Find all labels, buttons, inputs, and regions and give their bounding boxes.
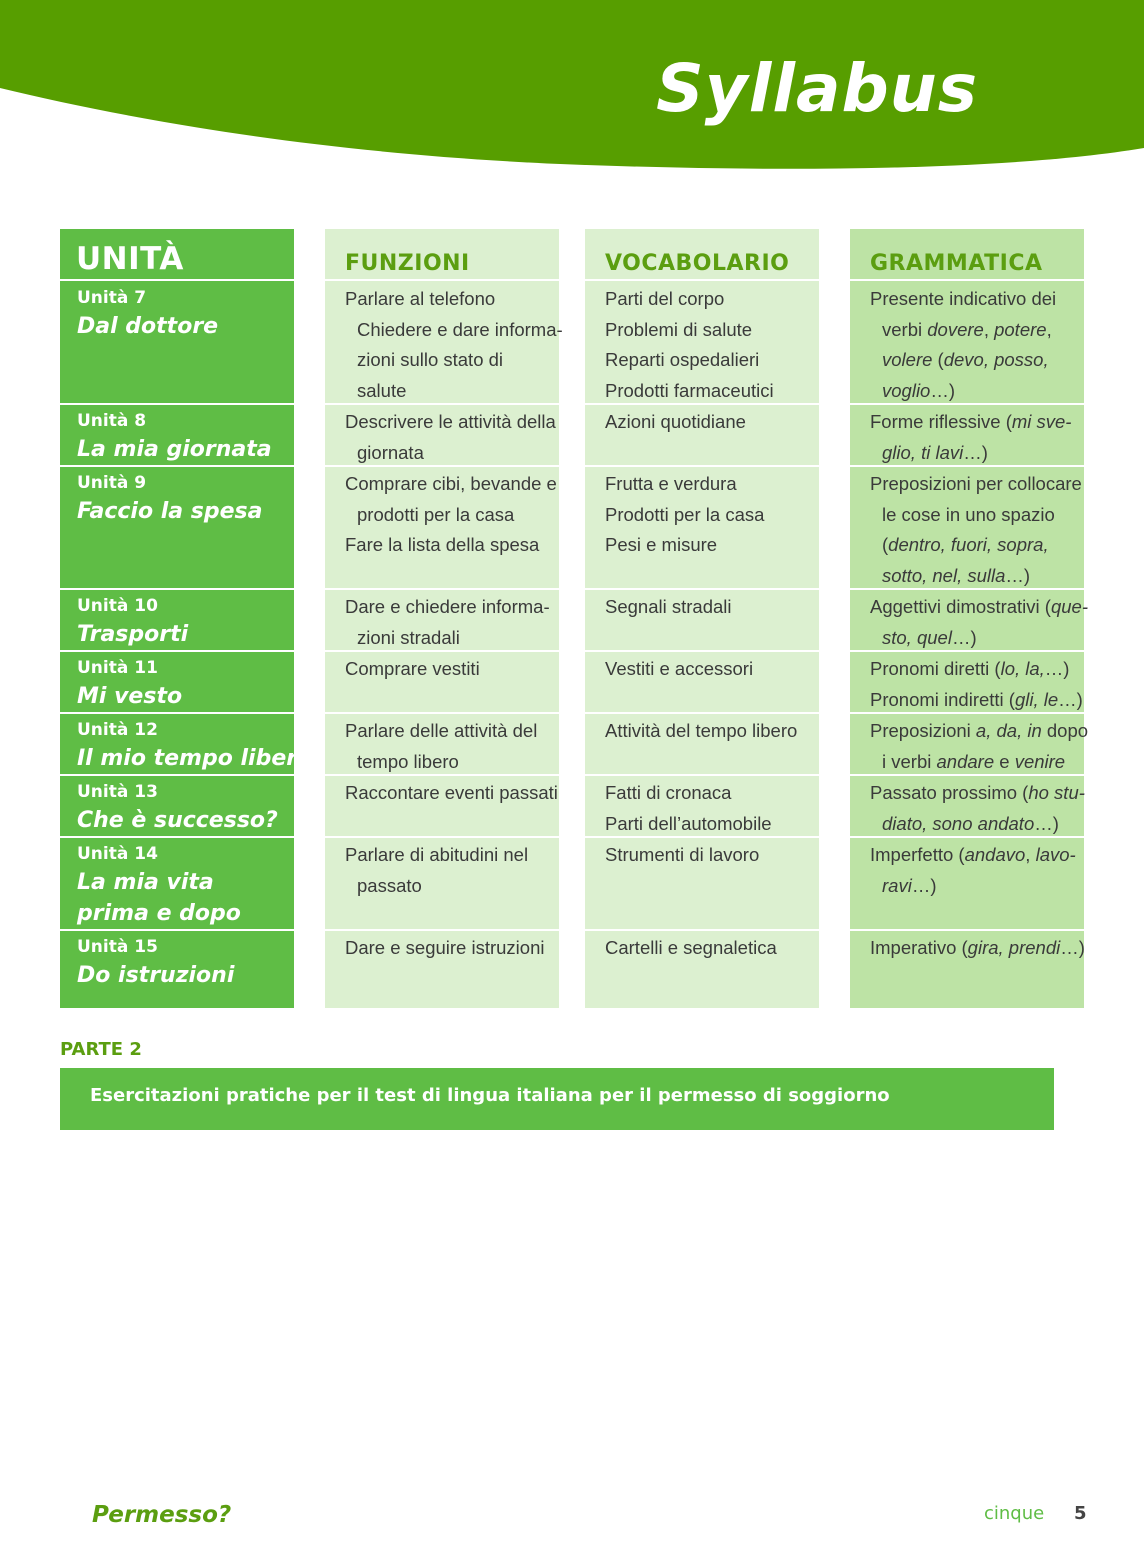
text-segment: verbi: [882, 318, 928, 340]
text-line: [345, 530, 559, 561]
funzioni-cell: [325, 776, 559, 838]
funzioni-text: [325, 652, 559, 685]
text-segment: prodotti per la casa: [357, 503, 515, 525]
column-header-label: GRAMMATICA: [870, 251, 1043, 276]
text-segment: Prodotti farmaceutici: [605, 379, 774, 401]
funzioni-text: [325, 714, 559, 777]
text-segment: Cartelli e segnaletica: [605, 937, 777, 958]
text-segment: salute: [357, 379, 407, 401]
unit-cell: [60, 776, 294, 838]
vocabolario-text: [585, 590, 819, 623]
text-line: [870, 778, 1084, 809]
unit-number: Unità 9: [77, 473, 147, 493]
text-line: [870, 840, 1084, 871]
grammatica-text: [850, 776, 1084, 839]
unit-number: Unità 15: [77, 937, 158, 957]
text-line: [605, 500, 819, 531]
text-line: [345, 345, 559, 376]
text-line: [605, 315, 819, 346]
vocabolario-cell: [585, 405, 819, 467]
book-title: Permesso?: [92, 1502, 232, 1528]
text-segment: …): [911, 874, 937, 896]
text-segment: (: [882, 534, 889, 555]
vocabolario-cell: [585, 838, 819, 931]
unit-cell: [60, 282, 294, 405]
vocabolario-cell: [585, 590, 819, 652]
funzioni-cell: [325, 590, 559, 652]
text-segment: zioni stradali: [357, 626, 460, 648]
text-line: [605, 933, 819, 964]
funzioni-cell: [325, 282, 563, 405]
text-line: [345, 778, 559, 809]
text-segment: Passato prossimo (: [870, 782, 1029, 803]
text-line: [870, 345, 1084, 376]
text-line: [345, 315, 563, 346]
grammatica-text: [850, 590, 1088, 653]
text-segment: Dare e chiedere informa-: [345, 596, 550, 617]
text-segment: ,: [983, 318, 995, 340]
text-segment: tempo libero: [357, 750, 459, 772]
column-header-label: FUNZIONI: [345, 251, 470, 276]
text-segment: …): [963, 441, 988, 463]
grammatica-text: [850, 838, 1084, 901]
text-line: [345, 438, 559, 469]
text-line: [870, 685, 1084, 716]
grammatica-cell: [850, 931, 1084, 1008]
text-segment: Aggettivi dimostrativi (: [870, 596, 1051, 617]
funzioni-text: [325, 776, 559, 809]
text-segment: Preposizioni: [870, 720, 976, 741]
text-segment: ,: [1046, 318, 1052, 340]
funzioni-cell: [325, 652, 559, 714]
text-line: [345, 716, 559, 747]
column-funzioni: [325, 229, 563, 1008]
text-line: [870, 561, 1084, 592]
vocabolario-cell: [585, 714, 819, 776]
text-segment: (: [932, 349, 944, 370]
unit-number: Unità 7: [77, 288, 147, 308]
grammatica-text: [850, 714, 1089, 777]
text-segment: mi sve-: [1011, 411, 1072, 432]
funzioni-text: [325, 590, 559, 653]
text-segment: a, da, in: [975, 720, 1042, 741]
text-segment: andare: [936, 750, 995, 772]
text-segment: sto, quel: [882, 626, 952, 648]
page-title: Syllabus: [656, 50, 978, 127]
text-line: [870, 469, 1084, 500]
text-segment: voglio: [882, 379, 931, 401]
text-line: [870, 500, 1084, 531]
text-line: [605, 376, 819, 407]
vocabolario-text: [585, 282, 819, 406]
text-line: [870, 376, 1084, 407]
text-line: [345, 592, 559, 623]
text-segment: que-: [1050, 596, 1088, 617]
grammatica-cell: [850, 282, 1084, 405]
text-segment: Fare la lista della spesa: [345, 534, 540, 555]
text-line: [605, 345, 819, 376]
funzioni-cell: [325, 467, 559, 590]
text-segment: diato, sono andato: [882, 812, 1035, 834]
text-segment: dopo: [1041, 720, 1089, 741]
vocabolario-text: [585, 652, 819, 685]
text-segment: Parti del corpo: [605, 288, 725, 309]
text-line: [345, 469, 559, 500]
grammatica-cell: [850, 652, 1084, 714]
funzioni-text: [325, 931, 559, 964]
text-line: [870, 407, 1084, 438]
text-segment: Pronomi diretti (: [870, 658, 1001, 679]
text-line: [870, 315, 1084, 346]
parte-text: Esercitazioni pratiche per il test di lingua italiana per il permesso di soggiorno: [90, 1085, 890, 1106]
unit-title: Il mio tempo libero: [77, 746, 313, 771]
text-line: [345, 933, 559, 964]
unit-title: Dal dottore: [77, 314, 219, 339]
unit-title: Faccio la spesa: [77, 499, 263, 524]
text-segment: ,: [1025, 844, 1036, 865]
text-segment: Imperfetto (: [870, 844, 965, 865]
text-segment: passato: [357, 874, 422, 896]
vocabolario-cell: [585, 652, 819, 714]
text-segment: gira, prendi: [967, 937, 1061, 958]
grammatica-cell: [850, 590, 1088, 652]
funzioni-text: [325, 467, 559, 561]
column-header-unita: [60, 229, 294, 281]
text-line: [345, 407, 559, 438]
column-vocabolario: [585, 229, 819, 1008]
text-segment: le cose in uno spazio: [882, 503, 1055, 525]
text-segment: Presente indicativo dei: [870, 288, 1057, 309]
unit-number: Unità 8: [77, 411, 147, 431]
vocabolario-cell: [585, 931, 819, 1008]
text-line: [345, 654, 559, 685]
text-segment: …): [1060, 937, 1085, 958]
text-line: [870, 933, 1084, 964]
text-segment: Descrivere le attività della: [345, 411, 556, 432]
text-segment: Forme riflessive (: [870, 411, 1012, 432]
text-segment: ho stu-: [1028, 782, 1085, 803]
text-line: [345, 284, 559, 315]
text-line: [870, 809, 1084, 840]
unit-number: Unità 13: [77, 782, 158, 802]
text-line: [605, 284, 819, 315]
text-line: [345, 747, 559, 778]
text-segment: venire: [1014, 750, 1066, 772]
text-line: [605, 716, 819, 747]
parte-label: PARTE 2: [60, 1039, 142, 1060]
grammatica-cell: [850, 776, 1084, 838]
text-line: [605, 407, 819, 438]
text-segment: Frutta e verdura: [605, 473, 737, 494]
text-segment: gli, le: [1014, 688, 1059, 710]
unit-cell: [60, 714, 313, 776]
funzioni-cell: [325, 405, 559, 467]
text-segment: i verbi: [882, 750, 937, 772]
text-segment: devo, posso,: [943, 349, 1049, 370]
vocabolario-cell: [585, 467, 819, 590]
grammatica-cell: [850, 714, 1089, 776]
text-segment: Strumenti di lavoro: [605, 844, 760, 865]
text-segment: lavo-: [1035, 844, 1076, 865]
text-segment: Vestiti e accessori: [605, 658, 754, 679]
unit-number: Unità 14: [77, 844, 158, 864]
text-segment: Segnali stradali: [605, 596, 732, 617]
text-segment: giornata: [357, 441, 424, 463]
vocabolario-text: [585, 405, 819, 438]
text-line: [605, 654, 819, 685]
text-segment: Pronomi indiretti (: [870, 688, 1015, 710]
grammatica-text: [850, 467, 1084, 591]
unit-number: Unità 10: [77, 596, 158, 616]
column-header-funzioni: [325, 229, 559, 281]
text-line: [345, 871, 559, 902]
grammatica-cell: [850, 405, 1084, 467]
text-segment: Comprare cibi, bevande e: [345, 473, 557, 494]
text-segment: …): [1034, 812, 1059, 834]
grammatica-text: [850, 405, 1084, 468]
unit-cell: [60, 590, 294, 652]
funzioni-text: [325, 405, 559, 468]
parte-banner: [60, 1068, 1054, 1130]
unit-title: La mia giornata: [77, 437, 272, 462]
text-segment: …): [930, 379, 956, 401]
funzioni-cell: [325, 931, 559, 1008]
text-segment: …): [951, 626, 977, 648]
text-segment: Parlare delle attività del: [345, 720, 538, 741]
text-line: [345, 840, 559, 871]
text-line: [605, 840, 819, 871]
text-line: [870, 654, 1084, 685]
unit-title: Do istruzioni: [77, 963, 235, 988]
text-line: [870, 747, 1084, 778]
text-segment: Azioni quotidiane: [605, 411, 746, 432]
text-segment: Chiedere e dare informa-: [357, 318, 563, 340]
text-segment: zioni sullo stato di: [357, 349, 504, 370]
text-segment: lo, la,: [1000, 658, 1045, 679]
unit-cell: [60, 467, 294, 590]
text-line: [605, 592, 819, 623]
unit-title: prima e dopo: [77, 901, 241, 926]
unit-cell: [60, 931, 294, 1008]
grammatica-text: [850, 652, 1084, 715]
text-segment: dentro, fuori, sopra,: [888, 534, 1049, 555]
text-segment: Attività del tempo libero: [605, 720, 798, 741]
page-number-word: cinque: [984, 1503, 1045, 1524]
vocabolario-text: [585, 838, 819, 871]
funzioni-text: [325, 282, 563, 406]
column-header-label: UNITÀ: [76, 241, 184, 277]
page-number: 5: [1074, 1503, 1087, 1524]
text-line: [345, 376, 559, 407]
text-segment: Parlare di abitudini nel: [345, 844, 529, 865]
text-segment: …): [1058, 688, 1083, 710]
vocabolario-text: [585, 776, 819, 839]
column-header-label: VOCABOLARIO: [605, 251, 790, 276]
text-segment: volere: [882, 349, 933, 370]
grammatica-text: [850, 931, 1084, 964]
vocabolario-cell: [585, 282, 819, 405]
text-segment: Reparti ospedalieri: [605, 349, 760, 370]
text-segment: potere: [994, 318, 1047, 340]
text-segment: ravi: [882, 874, 912, 896]
unit-number: Unità 12: [77, 720, 158, 740]
text-line: [870, 530, 1084, 561]
column-header-vocabolario: [585, 229, 819, 281]
text-segment: dovere: [927, 318, 984, 340]
unit-title: Trasporti: [77, 622, 189, 647]
text-segment: glio, ti lavi: [882, 441, 964, 463]
text-line: [870, 438, 1084, 469]
vocabolario-text: [585, 931, 819, 964]
text-line: [605, 809, 819, 840]
text-segment: Problemi di salute: [605, 318, 753, 340]
text-line: [870, 871, 1084, 902]
text-segment: …): [1005, 564, 1031, 586]
grammatica-cell: [850, 467, 1084, 590]
text-segment: Parti dell’automobile: [605, 812, 772, 834]
text-line: [605, 778, 819, 809]
grammatica-cell: [850, 838, 1084, 931]
text-line: [870, 716, 1089, 747]
text-line: [345, 623, 559, 654]
unit-title: Mi vesto: [77, 684, 183, 709]
text-line: [870, 284, 1084, 315]
funzioni-text: [325, 838, 559, 901]
unit-title: Che è successo?: [77, 808, 278, 833]
column-unita: [60, 229, 313, 1008]
text-segment: Preposizioni per collocare: [870, 473, 1082, 494]
text-segment: Raccontare eventi passati: [345, 782, 558, 803]
grammatica-text: [850, 282, 1084, 406]
text-segment: Fatti di cronaca: [605, 782, 732, 803]
text-segment: Imperativo (: [870, 937, 968, 958]
unit-cell: [60, 652, 294, 714]
text-segment: e: [994, 750, 1015, 772]
text-segment: Parlare al telefono: [345, 288, 496, 309]
unit-cell: [60, 405, 294, 467]
text-segment: andavo: [964, 844, 1026, 865]
text-segment: …): [1044, 658, 1070, 679]
column-header-grammatica: [850, 229, 1084, 281]
text-line: [605, 530, 819, 561]
vocabolario-text: [585, 714, 819, 747]
unit-number: Unità 11: [77, 658, 158, 678]
text-segment: Prodotti per la casa: [605, 503, 765, 525]
text-segment: Comprare vestiti: [345, 658, 480, 679]
text-line: [345, 500, 559, 531]
vocabolario-text: [585, 467, 819, 561]
text-line: [870, 592, 1088, 623]
text-segment: Pesi e misure: [605, 534, 718, 555]
text-line: [870, 623, 1084, 654]
unit-cell: [60, 838, 294, 931]
text-line: [605, 469, 819, 500]
column-grammatica: [850, 229, 1089, 1008]
vocabolario-cell: [585, 776, 819, 838]
text-segment: Dare e seguire istruzioni: [345, 937, 545, 958]
funzioni-cell: [325, 838, 559, 931]
unit-title: La mia vita: [77, 870, 214, 895]
text-segment: sotto, nel, sulla: [882, 564, 1006, 586]
funzioni-cell: [325, 714, 559, 776]
